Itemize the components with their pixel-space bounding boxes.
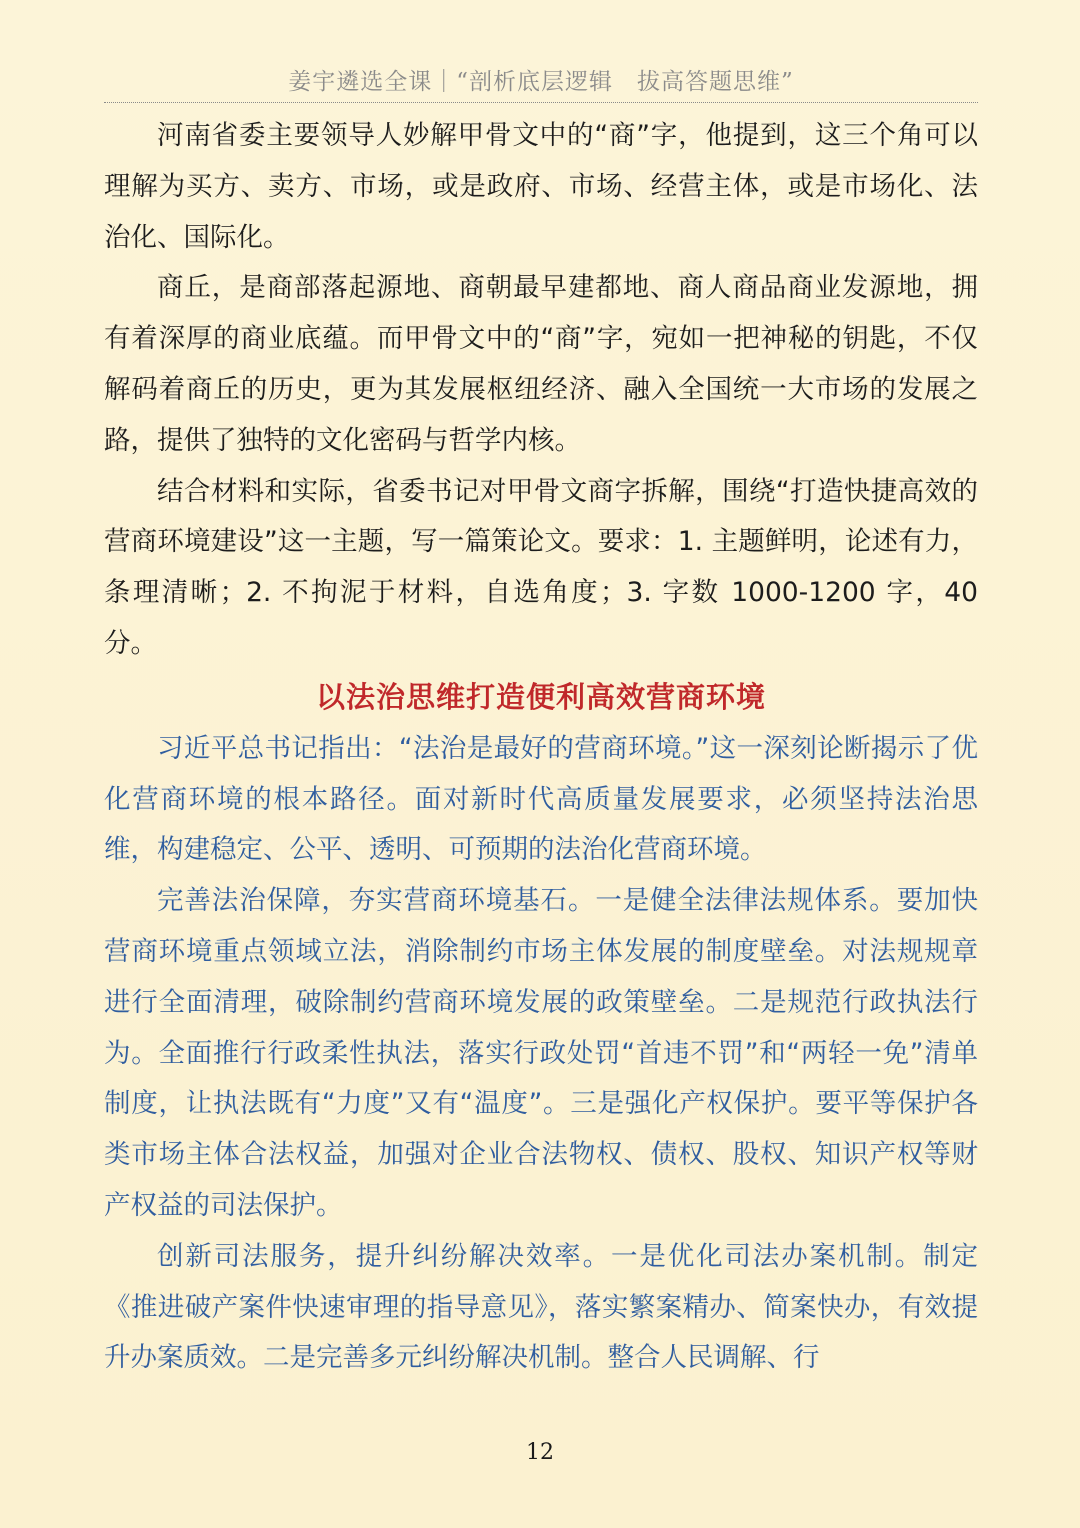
running-header: 姜宇遴选全课｜“剖析底层逻辑 拔高答题思维” — [288, 69, 794, 95]
essay-paragraph-1: 习近平总书记指出：“法治是最好的营商环境。”这一深刻论断揭示了优化营商环境的根本路径。面对新时代高质量发展要求，必须坚持法治思维，构建稳定、公平、透明、可预期的法治化营商环境。 — [104, 732, 978, 866]
page-content — [104, 111, 978, 1384]
material-paragraph-2: 商丘，是商部落起源地、商朝最早建都地、商人商品商业发源地，拥有着深厚的商业底蕴。而甲骨文中的“商”字，宛如一把神秘的钥匙，不仅解码着商丘的历史，更为其发展枢纽经济、融入全国统一大市场的发展之路，提供了独特的文化密码与哲学内核。 — [104, 272, 978, 456]
header-divider — [104, 102, 978, 103]
material-paragraph-1: 河南省委主要领导人妙解甲骨文中的“商”字，他提到，这三个角可以理解为买方、卖方、市场，或是政府、市场、经营主体，或是市场化、法治化、国际化。 — [104, 120, 978, 253]
essay-title: 以法治思维打造便利高效营商环境 — [315, 679, 766, 714]
material-paragraph-3: 结合材料和实际，省委书记对甲骨文商字拆解，围绕“打造快捷高效的营商环境建设”这一主题，写一篇策论文。要求：1. 主题鲜明，论述有力，条理清晰；2. 不拘泥于材料，自选角度；3. 字数 1000-1200 字，40 分。 — [104, 475, 978, 659]
essay-paragraph-2: 完善法治保障，夯实营商环境基石。一是健全法律法规体系。要加快营商环境重点领域立法，消除制约市场主体发展的制度壁垒。对法规规章进行全面清理，破除制约营商环境发展的政策壁垒。二是规范行政执法行为。全面推行行政柔性执法，落实行政处罚“首违不罚”和“两轻一免”清单制度，让执法既有“力度”又有“温度”。三是强化产权保护。要平等保护各类市场主体合法权益，加强对企业合法物权、债权、股权、知识产权等财产权益的司法保护。 — [104, 885, 978, 1221]
essay-paragraph-3: 创新司法服务，提升纠纷解决效率。一是优化司法办案机制。制定《推进破产案件快速审理的指导意见》，落实繁案精办、简案快办，有效提升办案质效。二是完善多元纠纷解决机制。整合人民调解、行 — [104, 1240, 978, 1374]
page-number: 12 — [526, 1440, 554, 1465]
